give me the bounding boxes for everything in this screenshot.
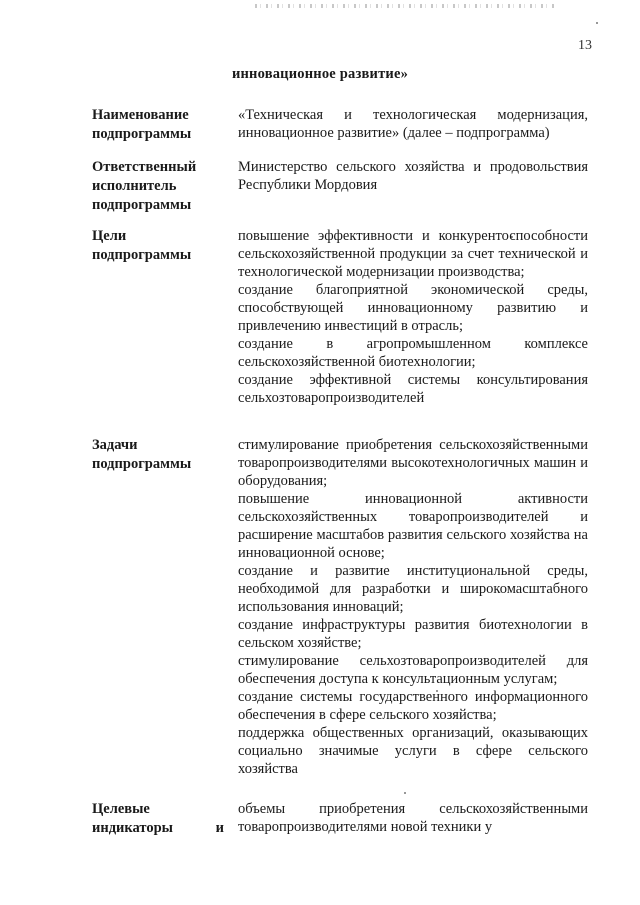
label-line: Целевые: [92, 801, 150, 817]
scan-speck: [596, 22, 598, 24]
page-number: 13: [578, 38, 592, 53]
label-line: Задачи: [92, 437, 138, 453]
label-line: подпрограммы: [92, 126, 192, 142]
label-line: Наименование: [92, 107, 189, 123]
content-item: повышение инновационной активности сельскохозяйственных товаропроизводителей и расширение масштабов развития сельского хозяйства на инновационной основе;: [238, 491, 588, 561]
content-item: «Техническая и технологическая модернизация, инновационное развитие» (далее – подпрограмма): [238, 107, 588, 141]
scan-artifact: [255, 4, 555, 8]
content-item: стимулирование приобретения сельскохозяйственными товаропроизводителями высокотехнологичных машин и оборудования;: [238, 437, 588, 489]
section-content: [238, 436, 588, 778]
content-item: создание системы государственного информационного обеспечения в сфере сельского хозяйства;: [238, 689, 588, 723]
label-trailing-conjunction: и: [215, 820, 224, 836]
label-line: исполнитель: [92, 178, 177, 194]
section-label: [92, 436, 224, 474]
content-item: создание в агропромышленном комплексе сельскохозяйственной биотехнологии;: [238, 336, 588, 370]
content-item: повышение эффективности и конкурентоспособности сельскохозяйственной продукции за счет технической и технологической модернизации производства;: [238, 228, 588, 280]
section-label: [92, 158, 224, 215]
content-item: создание инфраструктуры развития биотехнологии в сельском хозяйстве;: [238, 617, 588, 651]
content-item: объемы приобретения сельскохозяйственными товаропроизводителями новой техники у: [238, 801, 588, 835]
label-line: подпрограммы: [92, 197, 192, 213]
section-label: [92, 227, 224, 265]
content-item: стимулирование сельхозтоваропроизводителей для обеспечения доступа к консультационным услугам;: [238, 653, 588, 687]
section-content: [238, 158, 588, 194]
section-content: [238, 800, 588, 836]
label-line: Ответственный: [92, 159, 197, 175]
label-line: подпрограммы: [92, 456, 192, 472]
scan-speck: [404, 792, 406, 794]
section-label: [92, 800, 224, 838]
content-item: поддержка общественных организаций, оказывающих социально значимые услуги в сфере сельского хозяйства: [238, 725, 588, 777]
label-line: индикаторы: [92, 820, 173, 836]
document-title: инновационное развитие»: [231, 66, 409, 82]
section-content: [238, 227, 588, 407]
label-line: Цели: [92, 228, 127, 244]
content-item: создание благоприятной экономической среды, способствующей инновационному развитию и привлечению инвестиций в отрасль;: [238, 282, 588, 334]
content-item: создание и развитие институциональной среды, необходимой для разработки и широкомасштабного использования инноваций;: [238, 563, 588, 615]
content-item: создание эффективной системы консультирования сельхозтоваропроизводителей: [238, 372, 588, 406]
label-line: подпрограммы: [92, 247, 192, 263]
section-content: [238, 106, 588, 142]
section-label: [92, 106, 224, 144]
content-item: Министерство сельского хозяйства и продовольствия Республики Мордовия: [238, 159, 588, 193]
